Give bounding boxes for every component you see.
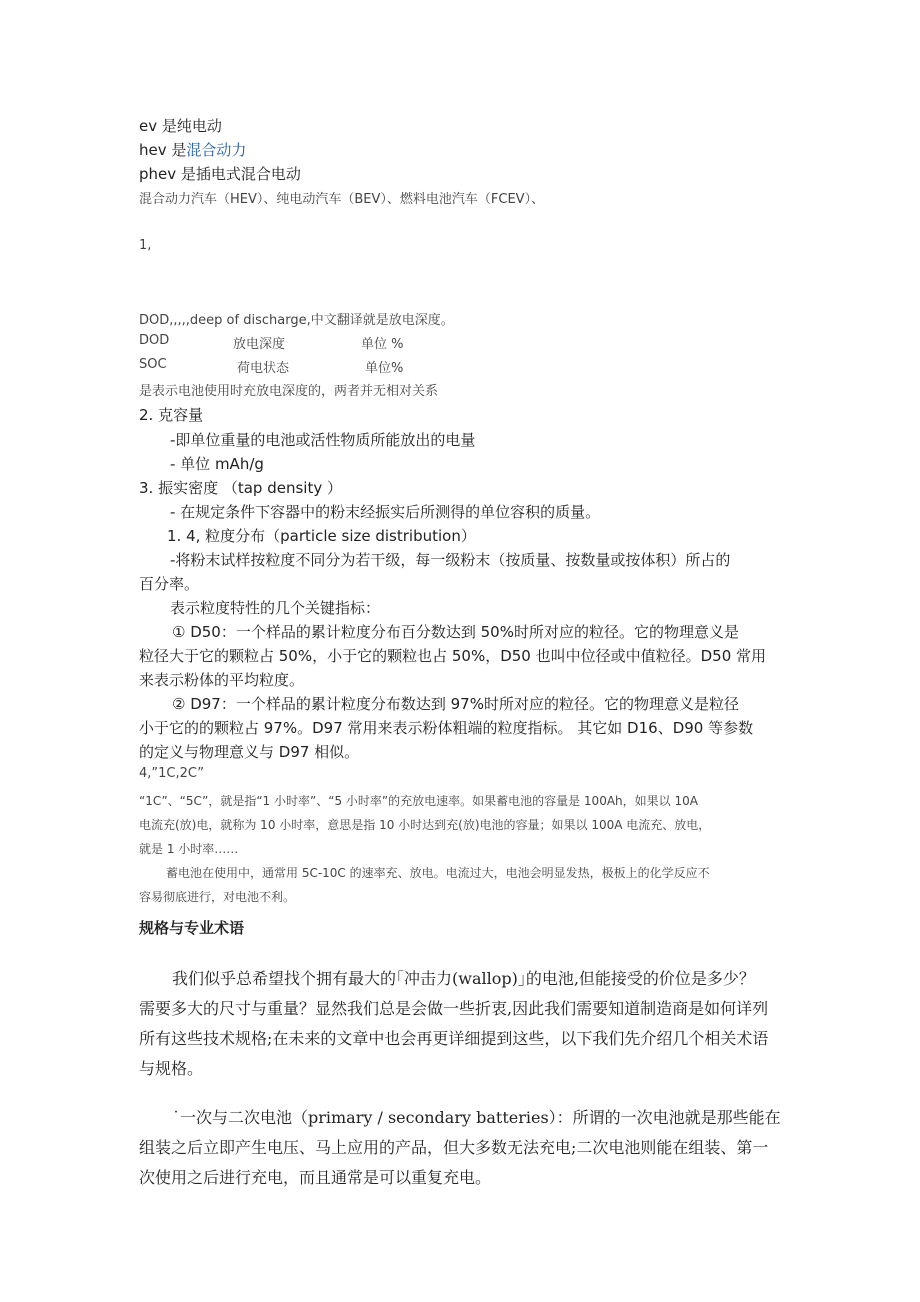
section-2-definition: -即单位重量的电池或活性物质所能放出的电量 xyxy=(170,431,476,449)
dod-unit: 单位 % xyxy=(361,337,404,352)
soc-unit: 单位% xyxy=(365,361,404,376)
d50-line3: 来表示粉体的平均粒度。 xyxy=(139,671,305,689)
section-4-para1-line2: 百分率。 xyxy=(139,575,200,593)
dod-row xyxy=(139,333,559,351)
spec-heading: 规格与专业术语 xyxy=(139,919,245,937)
section-2-heading: 2. 克容量 xyxy=(139,406,204,424)
phev-line: phev 是插电式混合电动 xyxy=(139,165,301,183)
section-4-para1-line1: -将粉末试样按粒度不同分为若干级，每一级粉末（按质量、按数量或按体积）所占的 xyxy=(170,551,731,569)
d97-line3: 的定义与物理意义与 D97 相似。 xyxy=(139,743,360,761)
soc-term: SOC xyxy=(139,357,167,372)
dod-term: DOD xyxy=(139,333,170,348)
dod-name: 放电深度 xyxy=(233,337,286,352)
section-3-heading: 3. 振实密度 （tap density ） xyxy=(139,479,342,497)
spec-para2-line2: 组装之后立即产生电压、马上应用的产品，但大多数无法充电;二次电池则能在组装、第一 xyxy=(139,1138,769,1157)
item-one: 1, xyxy=(139,238,152,253)
hybrid-link[interactable]: 混合动力 xyxy=(186,141,247,159)
dod-soc-note: 是表示电池使用时充放电深度的，两者并无相对关系 xyxy=(139,384,439,399)
spec-para2-line1: ˙一次与二次电池（primary / secondary batteries）：所谓的一次电池就是那些能在 xyxy=(172,1108,781,1127)
soc-name: 荷电状态 xyxy=(237,361,290,376)
spec-para1-line2: 需要多大的尺寸与重量？显然我们总是会做一些折衷,因此我们需要知道制造商是如何详列 xyxy=(139,999,769,1018)
section-2-unit: - 单位 mAh/g xyxy=(170,455,264,473)
spec-para2-line3: 次使用之后进行充电，而且通常是可以重复充电。 xyxy=(139,1168,492,1187)
vehicle-types-line: 混合动力汽车（HEV）、纯电动汽车（BEV）、燃料电池汽车（FCEV）、 xyxy=(139,192,545,207)
rate-heading: 4,”1C,2C” xyxy=(139,766,204,781)
rate-para1-line3: 就是 1 小时率…… xyxy=(139,842,239,856)
dod-intro: DOD,,,,,deep of discharge,中文翻译就是放电深度。 xyxy=(139,313,454,328)
rate-para1-line2: 电流充(放)电，就称为 10 小时率，意思是指 10 小时达到充(放)电池的容量；如果以 100A 电流充、放电， xyxy=(139,818,711,832)
hev-line xyxy=(139,139,246,160)
spec-para1-line1: 我们似乎总希望找个拥有最大的｢冲击力(wallop)｣的电池,但能接受的价位是多少？ xyxy=(172,969,755,988)
d97-line1: ② D97：一个样品的累计粒度分布数达到 97%时所对应的粒径。它的物理意义是粒径 xyxy=(172,695,739,713)
hev-prefix: hev 是 xyxy=(139,141,187,159)
section-3-definition: - 在规定条件下容器中的粉末经振实后所测得的单位容积的质量。 xyxy=(170,503,601,521)
d50-line1: ① D50：一个样品的累计粒度分布百分数达到 50%时所对应的粒径。它的物理意义是 xyxy=(172,623,739,641)
spec-para1-line4: 与规格。 xyxy=(139,1059,204,1078)
section-4-para2: 表示粒度特性的几个关键指标： xyxy=(170,599,381,617)
rate-para2-line2: 容易彻底进行，对电池不利。 xyxy=(139,890,296,904)
spec-para1-line3: 所有这些技术规格;在未来的文章中也会再更详细提到这些，以下我们先介绍几个相关术语 xyxy=(139,1029,769,1048)
d50-line2: 粒径大于它的颗粒占 50%，小于它的颗粒也占 50%，D50 也叫中位径或中值粒径。D50 常用 xyxy=(139,647,767,665)
rate-para1-line1: “1C”、“5C”，就是指“1 小时率”、“5 小时率”的充放电速率。如果蓄电池的容量是 100Ah，如果以 10A xyxy=(139,794,698,808)
ev-line: ev 是纯电动 xyxy=(139,117,222,135)
rate-para2-line1: 蓄电池在使用中，通常用 5C-10C 的速率充、放电。电流过大，电池会明显发热，极板上的化学反应不 xyxy=(166,866,710,880)
soc-row xyxy=(139,357,559,375)
d97-line2: 小于它的的颗粒占 97%。D97 常用来表示粉体粗端的粒度指标。 其它如 D16、D90 等参数 xyxy=(139,719,754,737)
section-4-heading: 1. 4, 粒度分布（particle size distribution） xyxy=(167,527,476,545)
